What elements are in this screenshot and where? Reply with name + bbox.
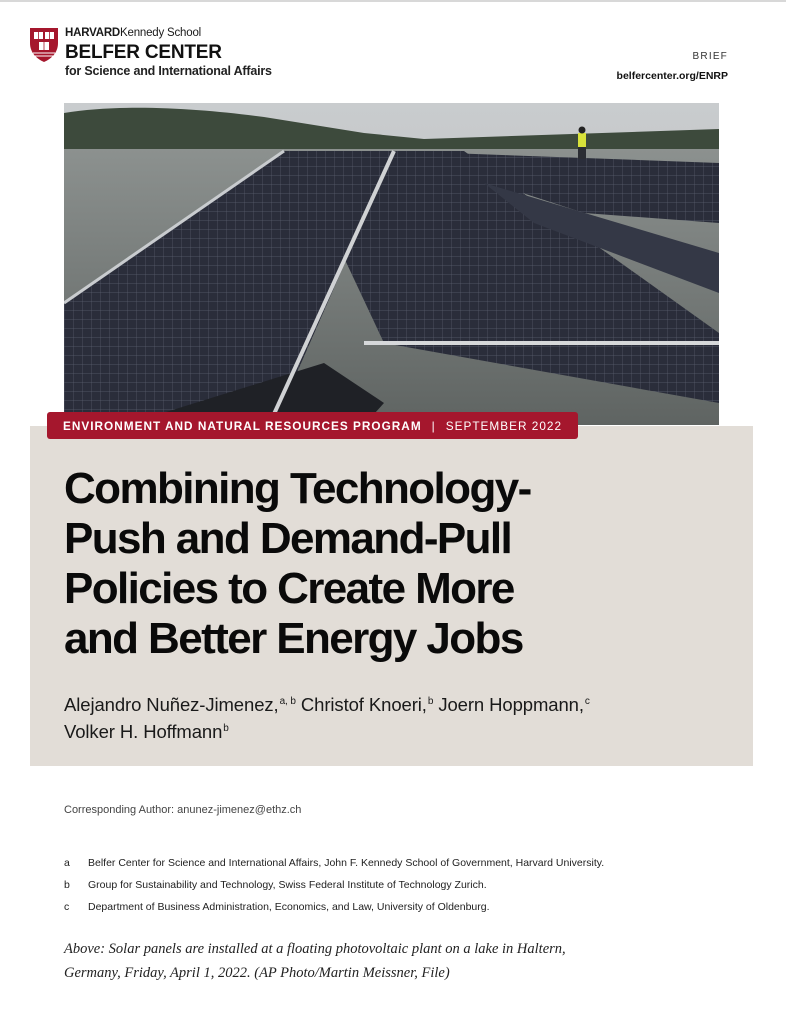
author-name: Joern Hoppmann, bbox=[438, 694, 584, 715]
author-list bbox=[64, 691, 724, 745]
photo-caption bbox=[64, 937, 704, 985]
author-affiliation-marker: c bbox=[584, 695, 590, 707]
author-name: Volker H. Hoffmann bbox=[64, 721, 223, 742]
caption-line: Germany, Friday, April 1, 2022. (AP Photo/Martin Meissner, File) bbox=[64, 965, 450, 981]
affiliation-row bbox=[64, 896, 604, 918]
title-line: Push and Demand-Pull bbox=[64, 514, 512, 563]
affiliation-text: Belfer Center for Science and International Affairs, John F. Kennedy School of Government, Harvard University. bbox=[88, 857, 605, 869]
title-line: Policies to Create More bbox=[64, 564, 514, 613]
document-type-label: BRIEF bbox=[692, 51, 728, 62]
caption-line: Above: Solar panels are installed at a floating photovoltaic plant on a lake in Haltern, bbox=[64, 941, 566, 957]
affiliation-list bbox=[64, 852, 604, 918]
publication-date: SEPTEMBER 2022 bbox=[445, 418, 563, 433]
belfer-center-wordmark: BELFER CENTER bbox=[65, 42, 222, 63]
affiliation-text: Department of Business Administration, Economics, and Law, University of Oldenburg. bbox=[88, 901, 490, 913]
affiliation-row bbox=[64, 852, 604, 874]
cover-photo-solar-panels bbox=[64, 103, 719, 425]
page-top-border bbox=[0, 0, 786, 2]
author-affiliation-marker: a, b bbox=[279, 695, 296, 707]
corresponding-author: Corresponding Author: anunez-jimenez@ethz.ch bbox=[64, 804, 302, 816]
harvard-shield-icon bbox=[29, 27, 59, 63]
program-name: ENVIRONMENT AND NATURAL RESOURCES PROGRAM bbox=[63, 418, 422, 433]
author-affiliation-marker: b bbox=[223, 722, 229, 734]
banner-separator: | bbox=[431, 418, 436, 433]
title-line: Combining Technology- bbox=[64, 464, 531, 513]
harvard-kennedy-school-wordmark: HARVARDKennedy School bbox=[65, 27, 202, 39]
belfer-center-logo[interactable] bbox=[29, 27, 272, 79]
author-name: Alejandro Nuñez-Jimenez, bbox=[64, 694, 279, 715]
website-link[interactable]: belfercenter.org/ENRP bbox=[616, 70, 728, 82]
belfer-center-subtitle: for Science and International Affairs bbox=[65, 64, 272, 78]
affiliation-key: a bbox=[64, 857, 70, 869]
title-line: and Better Energy Jobs bbox=[64, 614, 523, 663]
affiliation-key: c bbox=[64, 901, 70, 913]
affiliation-key: b bbox=[64, 879, 70, 891]
affiliation-row bbox=[64, 874, 604, 896]
author-affiliation-marker: b bbox=[427, 695, 434, 707]
document-title bbox=[64, 464, 704, 664]
author-name: Christof Knoeri, bbox=[300, 694, 427, 715]
program-banner bbox=[47, 412, 578, 439]
affiliation-text: Group for Sustainability and Technology, Swiss Federal Institute of Technology Zurich. bbox=[88, 879, 487, 891]
